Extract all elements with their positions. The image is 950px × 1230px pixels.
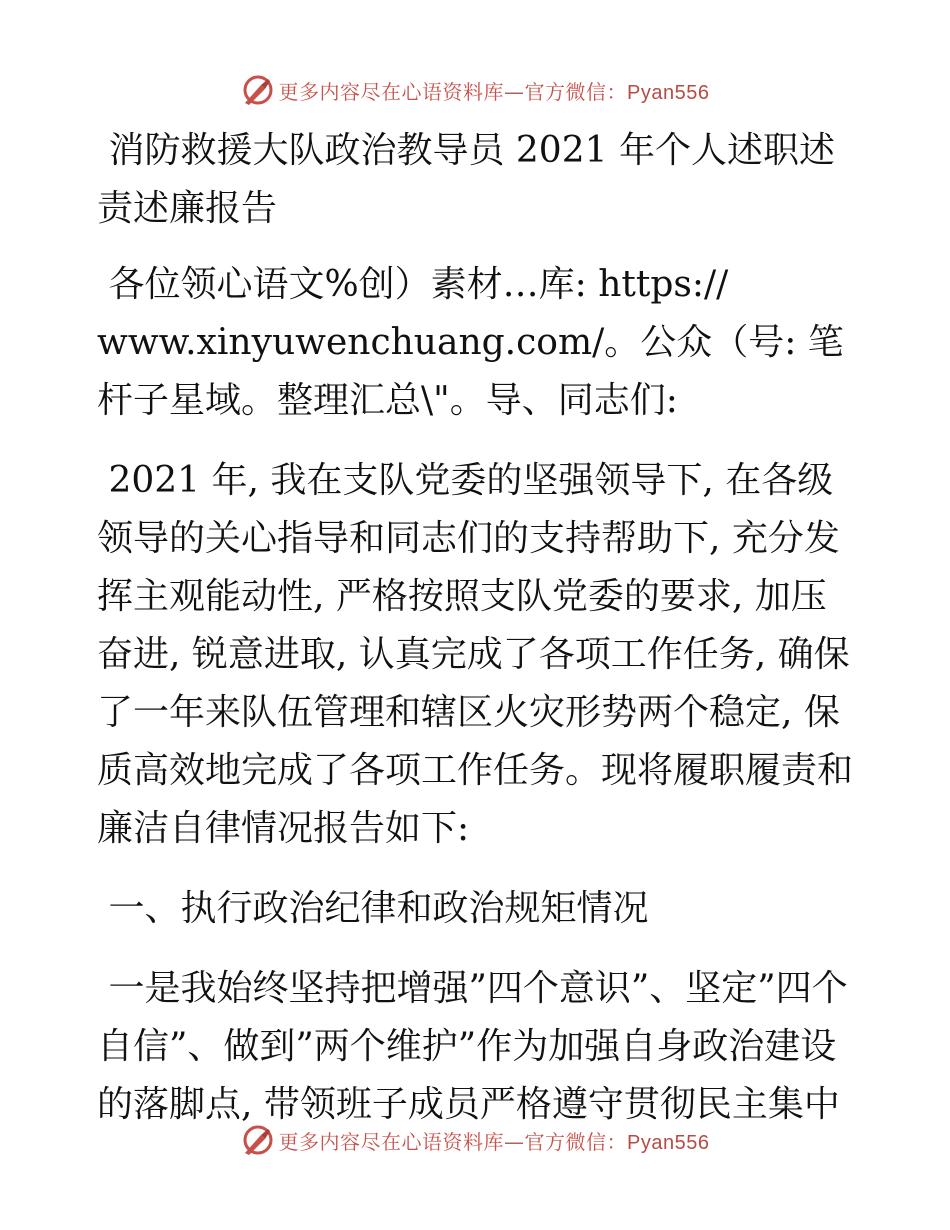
pen-logo-icon	[241, 73, 275, 107]
document-title: 消防救援大队政治教导员 2021 年个人述职述责述廉报告	[97, 130, 835, 229]
watermark-brand: 更多内容尽在心语资料库	[278, 1129, 505, 1154]
document-body	[97, 122, 857, 1156]
pen-logo-icon	[241, 1123, 275, 1157]
watermark-channel: 官方微信：	[524, 1129, 628, 1154]
watermark-brand: 更多内容尽在心语资料库	[278, 79, 505, 104]
section-heading-1: 一、执行政治纪律和政治规矩情况	[97, 888, 649, 929]
paragraph-intro: 2021 年, 我在支队党委的坚强领导下, 在各级领导的关心指导和同志们的支持帮助下, 充分发挥主观能动性, 严格按照支队党委的要求, 加压奋进, 锐意进取, 认真完成了各项工作任务, 确保了一年来队伍管理和辖区火灾形势两个稳定, 保质高效地完成了各项工作任务。现将履职履责和廉洁自律情况报告如下:	[97, 460, 854, 849]
watermark-separator: —	[504, 79, 525, 104]
watermark-channel: 官方微信：	[524, 79, 628, 104]
watermark-text	[279, 76, 710, 105]
paragraph-greeting: 各位领心语文%创）素材…库: https:// www.xinyuwenchuang.com/。公众（号: 笔杆子星域。整理汇总\"。导、同志们:	[97, 264, 844, 421]
watermark-handle: Pyan556	[627, 1131, 710, 1154]
header-watermark	[0, 70, 950, 110]
watermark-handle: Pyan556	[627, 81, 710, 104]
footer-watermark	[0, 1120, 950, 1160]
watermark-text	[279, 1126, 710, 1155]
watermark-separator: —	[504, 1129, 525, 1154]
paragraph-point-1: 一是我始终坚持把增强”四个意识”、坚定”四个自信”、做到”两个维护”作为加强自身政治建设的落脚点, 带领班子成员严格遵守贯彻民主集中	[97, 968, 848, 1125]
